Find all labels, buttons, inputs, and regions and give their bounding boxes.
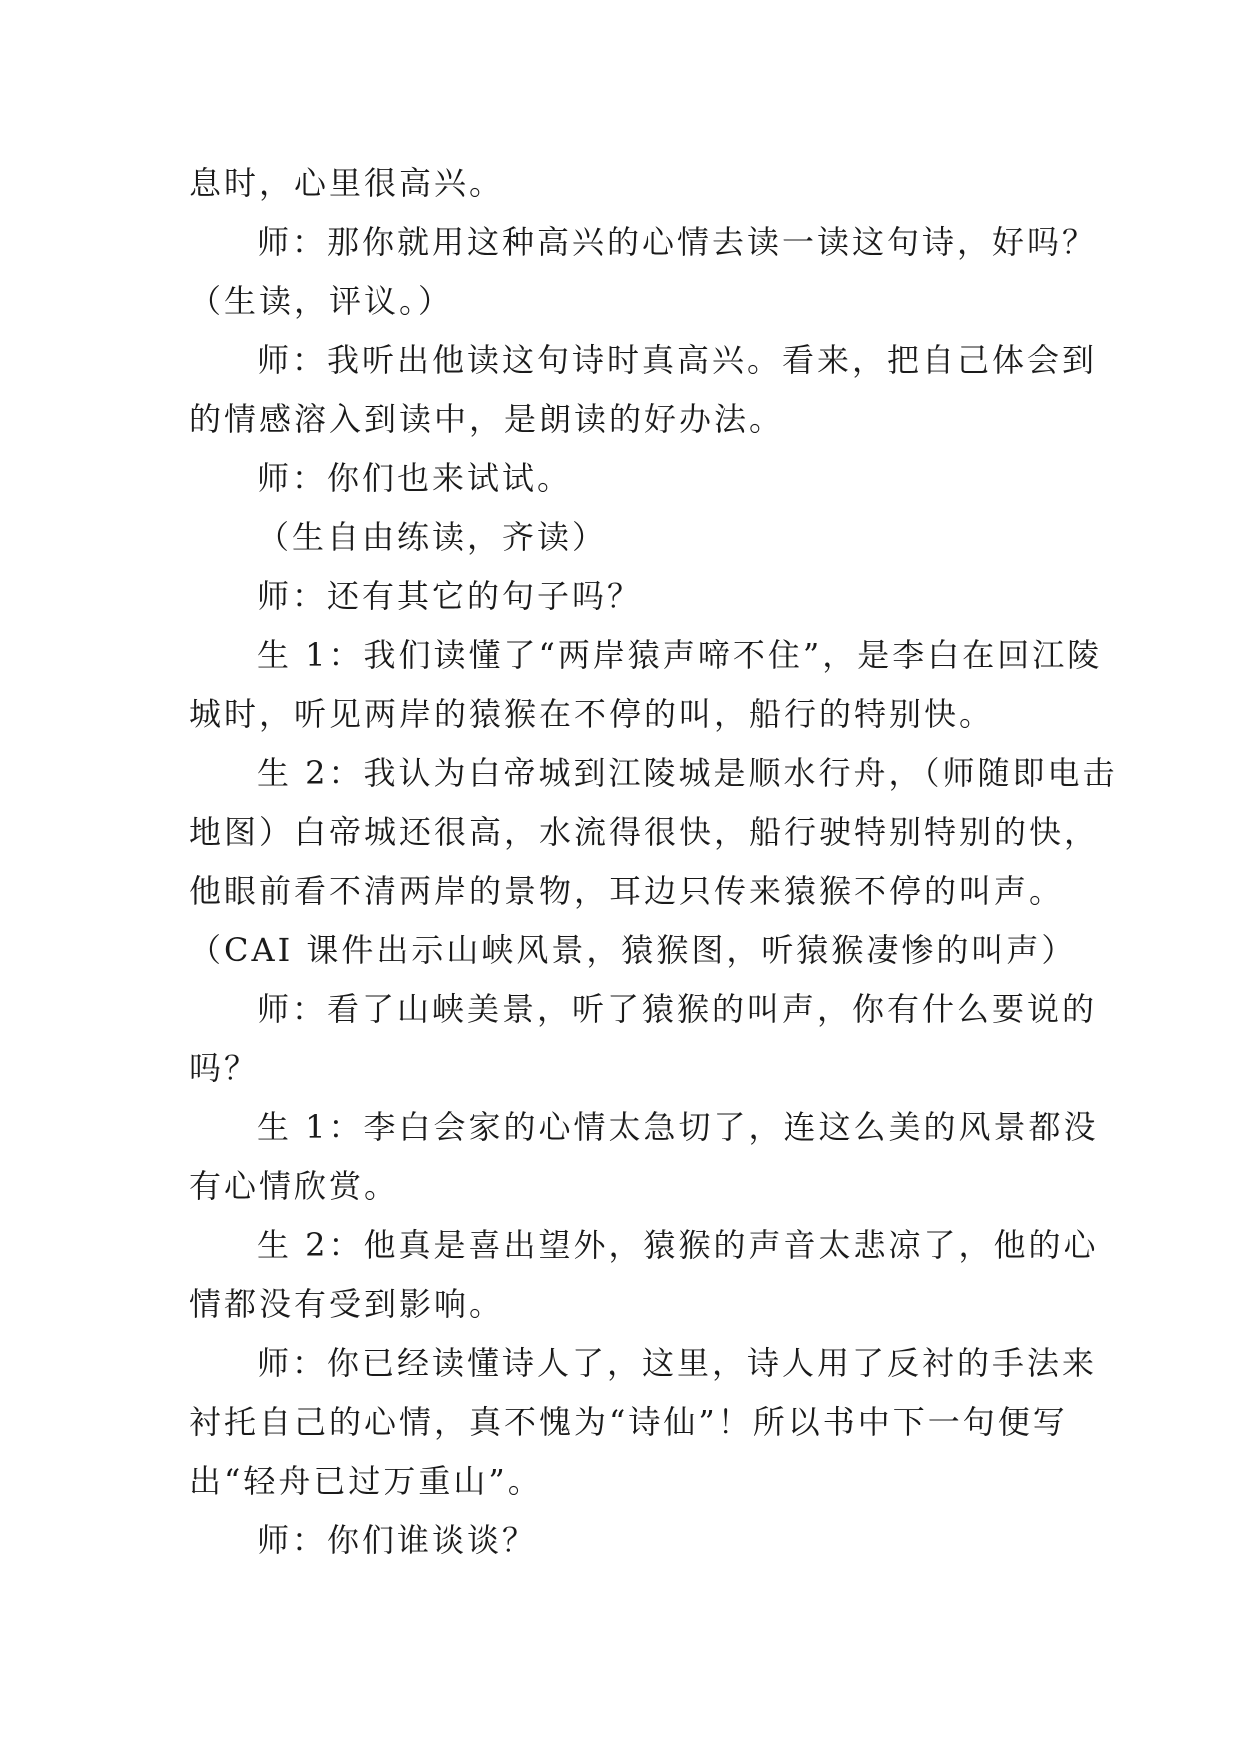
text-line: 师：你已经读懂诗人了，这里，诗人用了反衬的手法来 <box>257 1344 1098 1382</box>
text-line: 息时，心里很高兴。 <box>189 164 505 202</box>
text-line: 师：我听出他读这句诗时真高兴。看来，把自己体会到 <box>257 341 1098 379</box>
text-line: 生 2：他真是喜出望外，猿猴的声音太悲凉了，他的心 <box>257 1226 1099 1264</box>
text-line: 师：看了山峡美景，听了猿猴的叫声，你有什么要说的 <box>257 990 1098 1028</box>
text-line: 生 2：我认为白帝城到江陵城是顺水行舟，（师随即电击 <box>257 754 1118 792</box>
text-line: 师：你们谁谈谈？ <box>257 1521 538 1559</box>
text-line: 城时，听见两岸的猿猴在不停的叫，船行的特别快。 <box>189 695 995 733</box>
text-line: （生自由练读，齐读） <box>257 518 608 556</box>
text-line: 情都没有受到影响。 <box>189 1285 505 1323</box>
text-line: （CAI 课件出示山峡风景，猿猴图，听猿猴凄惨的叫声） <box>189 931 1077 969</box>
text-line: 地图）白帝城还很高，水流得很快，船行驶特别特别的快， <box>189 813 1100 851</box>
text-line: 生 1：我们读懂了“两岸猿声啼不住”，是李白在回江陵 <box>257 636 1103 674</box>
text-line: （生读，评议。） <box>189 282 454 320</box>
text-line: 的情感溶入到读中，是朗读的好办法。 <box>189 400 785 438</box>
text-line: 生 1：李白会家的心情太急切了，连这么美的风景都没 <box>257 1108 1099 1146</box>
document-body <box>189 154 1118 1570</box>
text-line: 他眼前看不清两岸的景物，耳边只传来猿猴不停的叫声。 <box>189 872 1065 910</box>
text-line: 衬托自己的心情，真不愧为“诗仙”！所以书中下一句便写 <box>189 1403 1068 1441</box>
text-line: 师：那你就用这种高兴的心情去读一读这句诗，好吗？ <box>257 223 1098 261</box>
text-line: 出“轻舟已过万重山”。 <box>189 1462 543 1500</box>
text-line: 师：还有其它的句子吗？ <box>257 577 643 615</box>
text-line: 有心情欣赏。 <box>189 1167 400 1205</box>
text-line: 师：你们也来试试。 <box>257 459 573 497</box>
text-line: 吗？ <box>189 1049 260 1087</box>
